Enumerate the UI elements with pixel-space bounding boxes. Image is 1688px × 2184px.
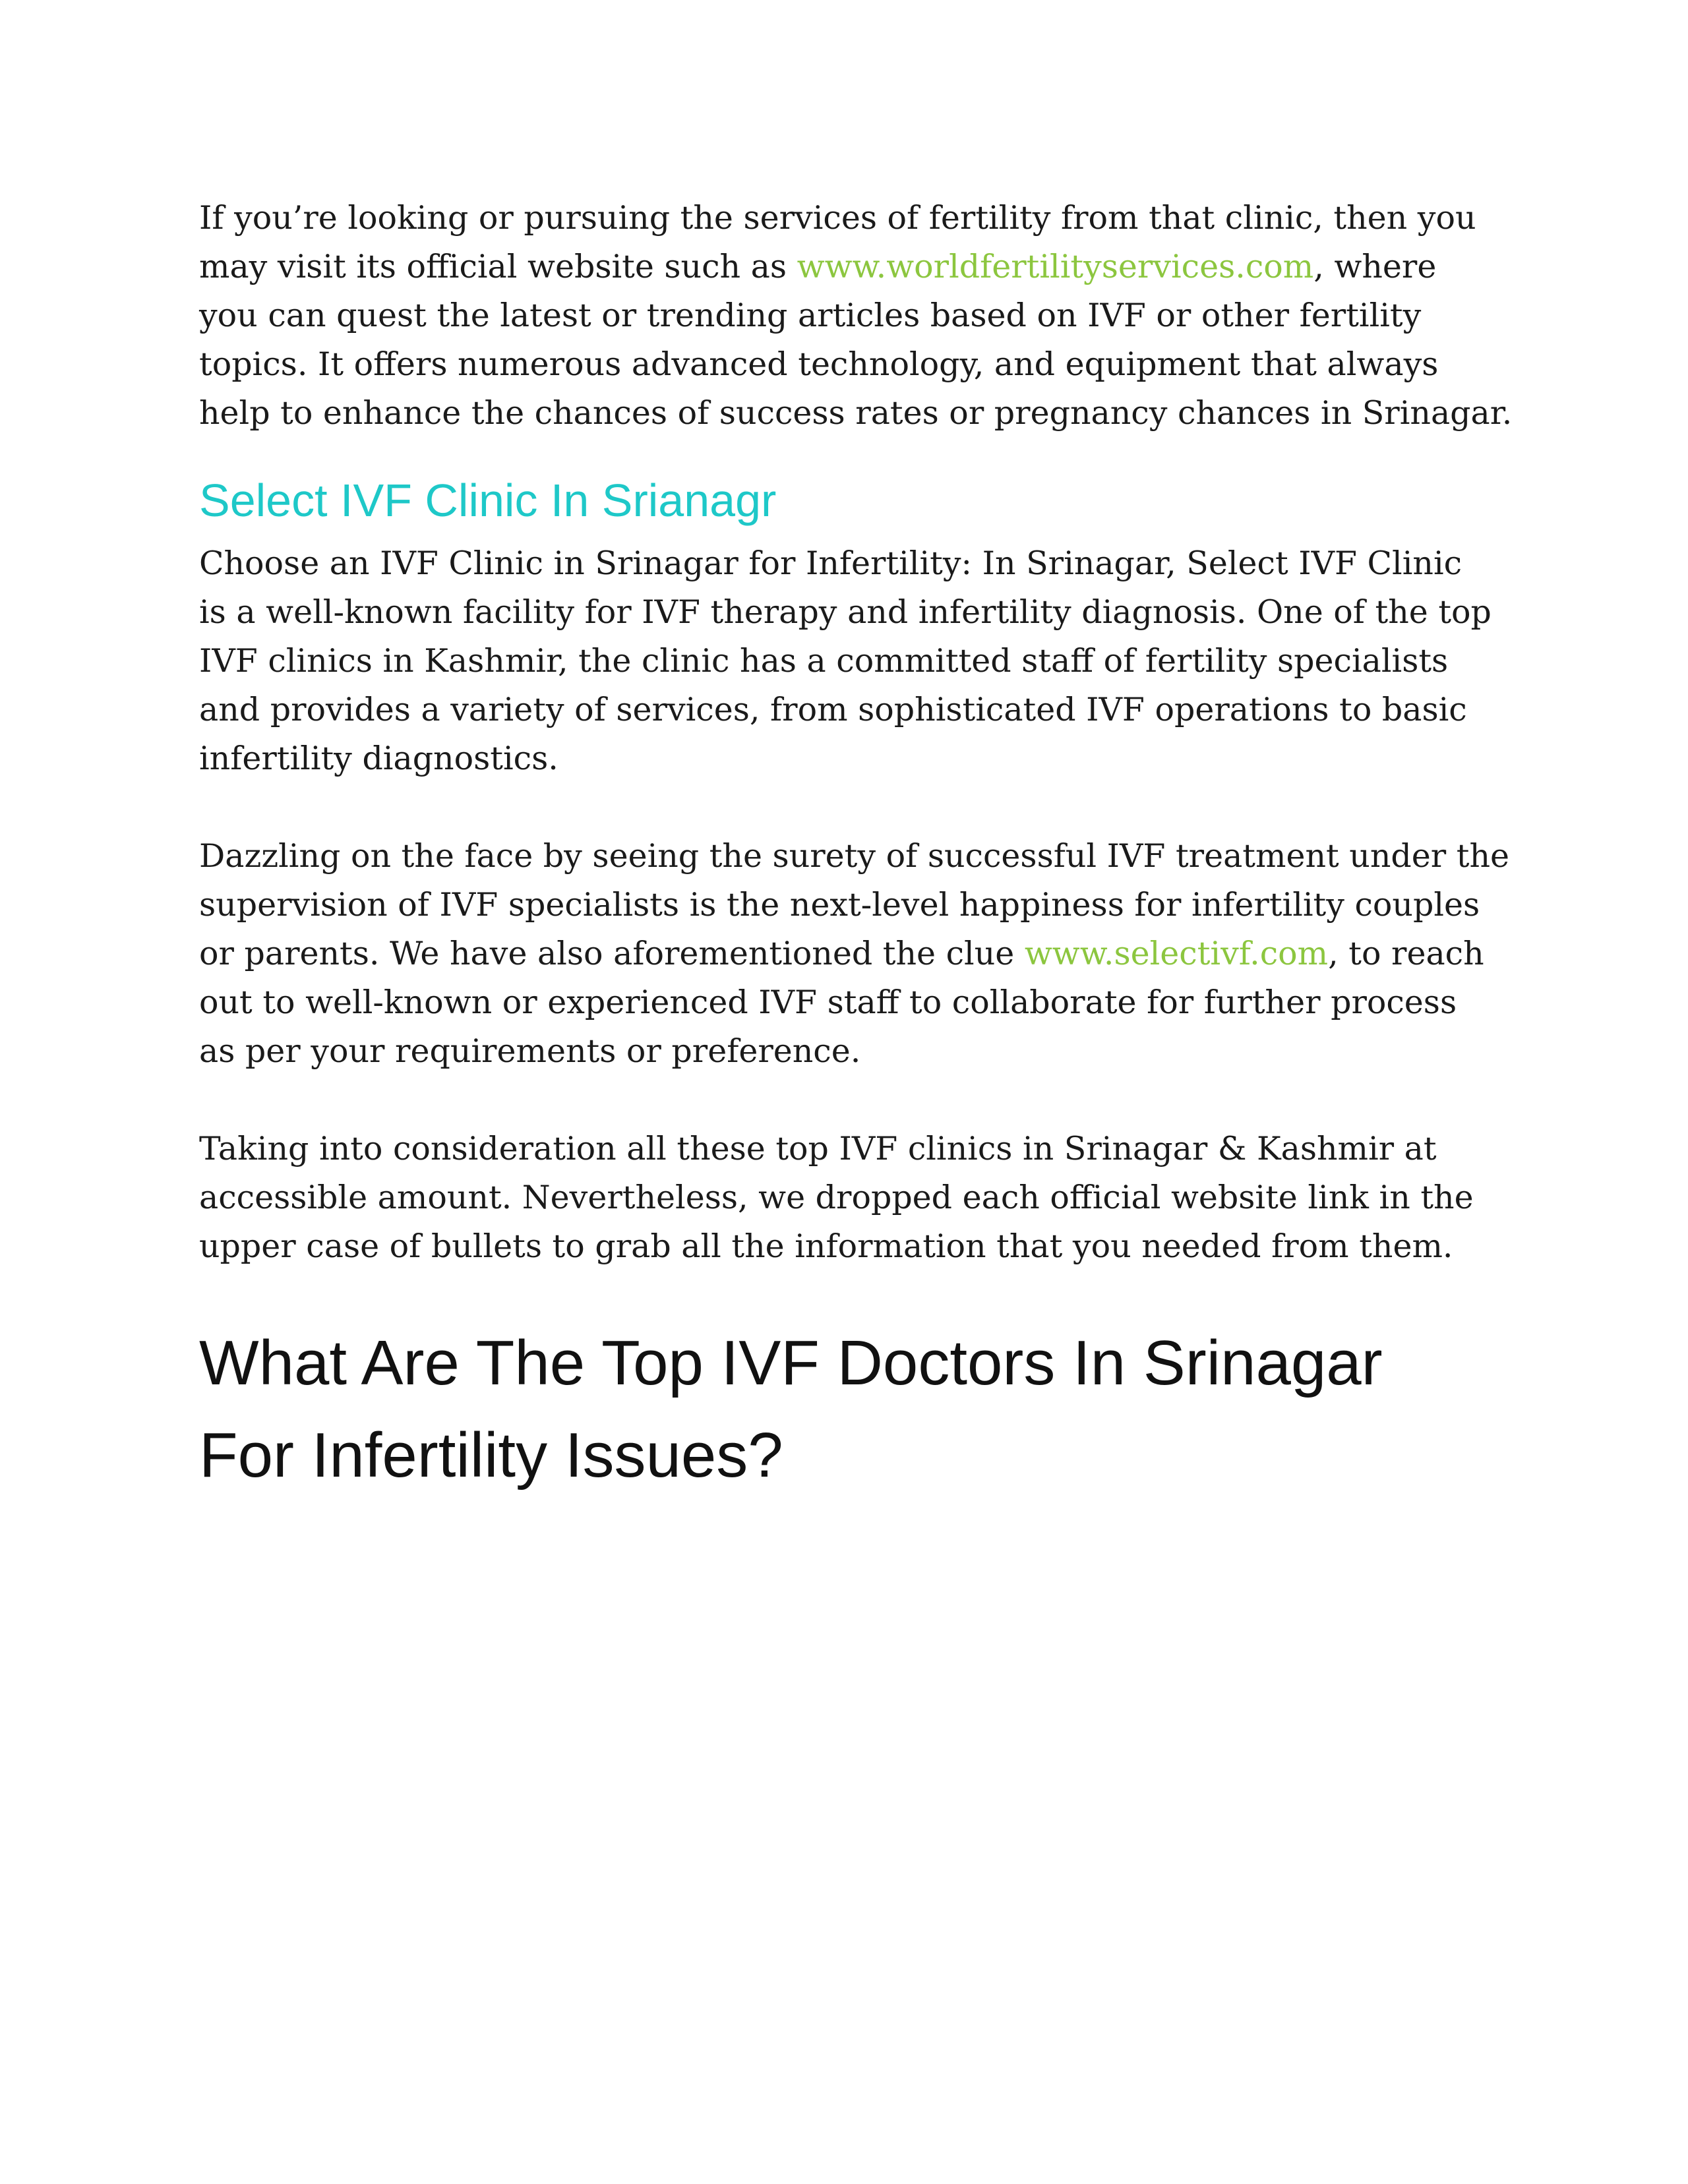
paragraph-line xyxy=(199,930,1515,978)
paragraph-line: topics. It offers numerous advanced technology, and equipment that always xyxy=(199,345,1439,383)
paragraph-line: accessible amount. Nevertheless, we dropped each official website link in the xyxy=(199,1179,1474,1216)
selectivf-link[interactable]: www.selectivf.com xyxy=(1024,935,1329,972)
paragraph-line: help to enhance the chances of success rates or pregnancy chances in Srinagar. xyxy=(199,394,1513,432)
paragraph-line: out to well-known or experienced IVF staff to collaborate for further process xyxy=(199,984,1457,1021)
paragraph-consideration xyxy=(199,1125,1515,1271)
paragraph-dazzling xyxy=(199,832,1515,1076)
paragraph-line: IVF clinics in Kashmir, the clinic has a committed staff of fertility specialists xyxy=(199,642,1449,680)
paragraph-line: Taking into consideration all these top IVF clinics in Srinagar & Kashmir at xyxy=(199,1130,1437,1167)
heading-line: For Infertility Issues? xyxy=(199,1420,783,1490)
worldfertilityservices-link[interactable]: www.worldfertilityservices.com xyxy=(797,248,1314,285)
paragraph-line: Choose an IVF Clinic in Srinagar for Infertility: In Srinagar, Select IVF Clinic xyxy=(199,545,1462,582)
paragraph-intro xyxy=(199,194,1515,438)
section-heading: Select IVF Clinic In Srianagr xyxy=(199,475,777,526)
paragraph-line: If you’re looking or pursuing the services of fertility from that clinic, then you xyxy=(199,199,1476,237)
paragraph-line: and provides a variety of services, from sophisticated IVF operations to basic xyxy=(199,691,1467,728)
paragraph-line: supervision of IVF specialists is the next-level happiness for infertility couples xyxy=(199,886,1480,924)
paragraph-line: is a well-known facility for IVF therapy and infertility diagnosis. One of the top xyxy=(199,593,1492,631)
text-fragment: may visit its official website such as xyxy=(199,248,797,285)
paragraph-clinic xyxy=(199,539,1515,783)
paragraph-line: infertility diagnostics. xyxy=(199,740,558,777)
text-fragment: , where xyxy=(1313,248,1437,285)
paragraph-line: as per your requirements or preference. xyxy=(199,1032,861,1070)
document-content xyxy=(199,194,1515,1502)
heading-line: What Are The Top IVF Doctors In Srinagar xyxy=(199,1328,1383,1398)
paragraph-line: Dazzling on the face by seeing the surety of successful IVF treatment under the xyxy=(199,837,1510,875)
paragraph-line: you can quest the latest or trending articles based on IVF or other fertility xyxy=(199,297,1422,334)
text-fragment: , to reach xyxy=(1328,935,1484,972)
paragraph-line: upper case of bullets to grab all the information that you needed from them. xyxy=(199,1227,1453,1265)
paragraph-line xyxy=(199,243,1515,291)
text-fragment: or parents. We have also aforementioned the clue xyxy=(199,935,1025,972)
main-heading xyxy=(199,1317,1515,1502)
